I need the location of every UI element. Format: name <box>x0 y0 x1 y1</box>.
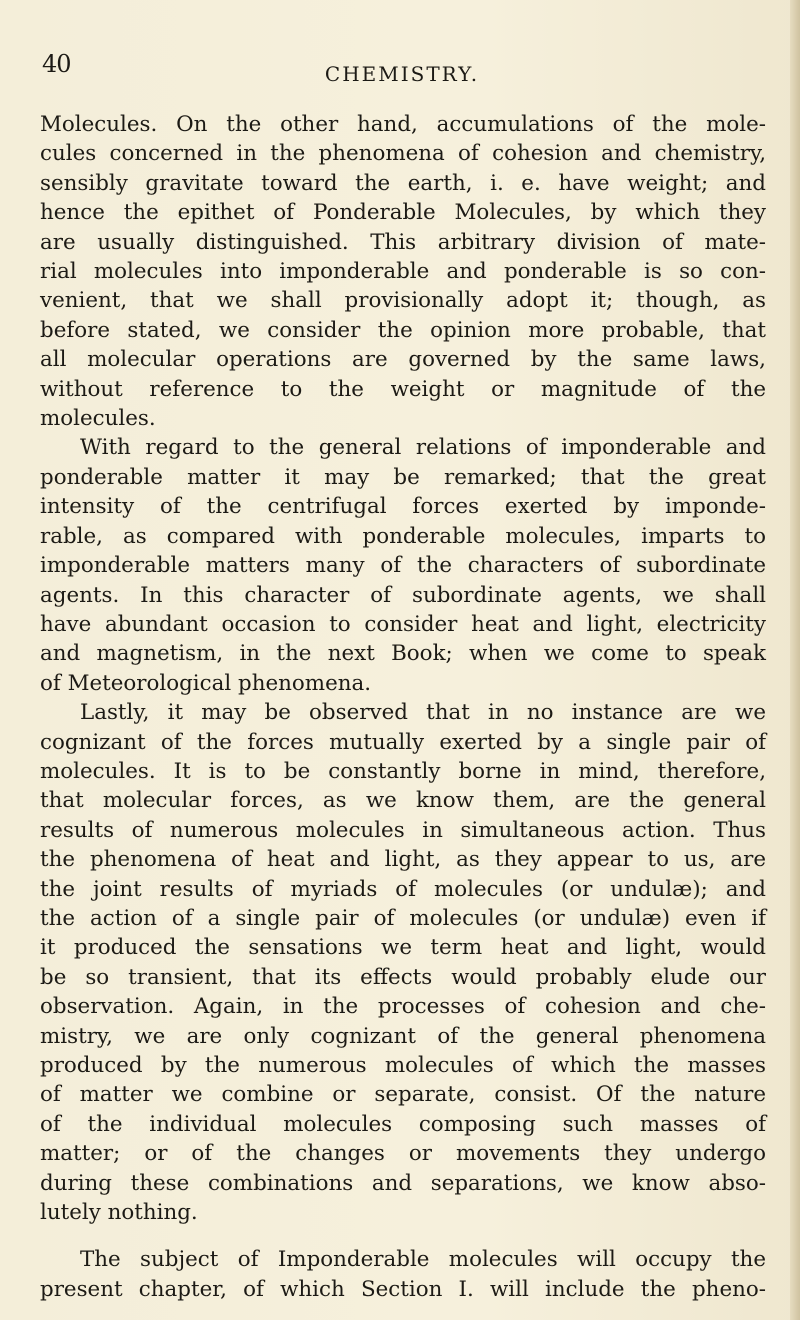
page-header <box>42 50 762 90</box>
page-number: 40 <box>42 50 71 78</box>
text-line: lutely nothing. <box>40 1200 198 1226</box>
text-line: results of numerous molecules in simultaneous action. Thus <box>40 817 766 843</box>
text-line: present chapter, of which Section I. will include the pheno- <box>40 1276 766 1302</box>
text-line: With regard to the general relations of imponderable and <box>80 435 766 461</box>
text-line: rable, as compared with ponderable molecules, imparts to <box>40 523 766 549</box>
page-edge <box>790 0 800 1320</box>
text-line: rial molecules into imponderable and ponderable is so con- <box>40 259 766 285</box>
text-line: Molecules. On the other hand, accumulations of the mole- <box>40 112 766 137</box>
text-line: mistry, we are only cognizant of the general phenomena <box>40 1023 766 1049</box>
text-line: be so transient, that its effects would probably elude our <box>40 964 766 990</box>
text-line: all molecular operations are governed by the same laws, <box>40 347 766 373</box>
text-line: the phenomena of heat and light, as they appear to us, are <box>40 847 766 873</box>
text-line: of the individual molecules composing such masses of <box>40 1111 766 1137</box>
text-line: and magnetism, in the next Book; when we come to speak <box>40 641 766 667</box>
text-line: of matter we combine or separate, consist. Of the nature <box>40 1082 766 1108</box>
text-line: the action of a single pair of molecules (or undulæ) even if <box>40 905 766 931</box>
text-line: cognizant of the forces mutually exerted by a single pair of <box>40 729 766 755</box>
text-line: without reference to the weight or magnitude of the <box>40 376 766 402</box>
paragraph <box>40 110 766 433</box>
text-line: of Meteorological phenomena. <box>40 670 372 696</box>
paragraph <box>40 433 766 698</box>
text-line: molecules. It is to be constantly borne in mind, therefore, <box>40 758 766 784</box>
paragraph-gap <box>40 1227 766 1245</box>
text-line: intensity of the centrifugal forces exerted by imponde- <box>40 494 766 520</box>
body-text <box>40 110 766 1304</box>
text-line: molecules. <box>40 406 156 432</box>
text-line: agents. In this character of subordinate agents, we shall <box>40 582 766 608</box>
text-line: cules concerned in the phenomena of cohesion and chemistry, <box>40 141 766 167</box>
text-line: ponderable matter it may be remarked; that the great <box>40 464 766 490</box>
text-line: sensibly gravitate toward the earth, i. e. have weight; and <box>40 170 766 196</box>
text-line: before stated, we consider the opinion more probable, that <box>40 317 766 343</box>
text-line: have abundant occasion to consider heat and light, electricity <box>40 611 766 637</box>
text-line: imponderable matters many of the characters of subordinate <box>40 553 766 579</box>
text-line: Lastly, it may be observed that in no instance are we <box>80 700 766 726</box>
running-title: CHEMISTRY. <box>324 62 480 86</box>
text-line: The subject of Imponderable molecules will occupy the <box>80 1247 766 1273</box>
paragraph <box>40 698 766 1227</box>
text-line: it produced the sensations we term heat and light, would <box>40 935 766 961</box>
paragraph <box>40 1245 766 1304</box>
text-line: matter; or of the changes or movements they undergo <box>40 1141 766 1167</box>
text-line: observation. Again, in the processes of cohesion and che- <box>40 994 766 1020</box>
text-line: hence the epithet of Ponderable Molecules, by which they <box>40 200 766 226</box>
text-line: the joint results of myriads of molecules (or undulæ); and <box>40 876 766 902</box>
text-line: venient, that we shall provisionally adopt it; though, as <box>40 288 766 314</box>
text-line: are usually distinguished. This arbitrary division of mate- <box>40 229 766 255</box>
text-line: that molecular forces, as we know them, are the general <box>40 788 766 814</box>
text-line: produced by the numerous molecules of which the masses <box>40 1053 766 1078</box>
text-line: during these combinations and separations, we know abso- <box>40 1170 766 1196</box>
